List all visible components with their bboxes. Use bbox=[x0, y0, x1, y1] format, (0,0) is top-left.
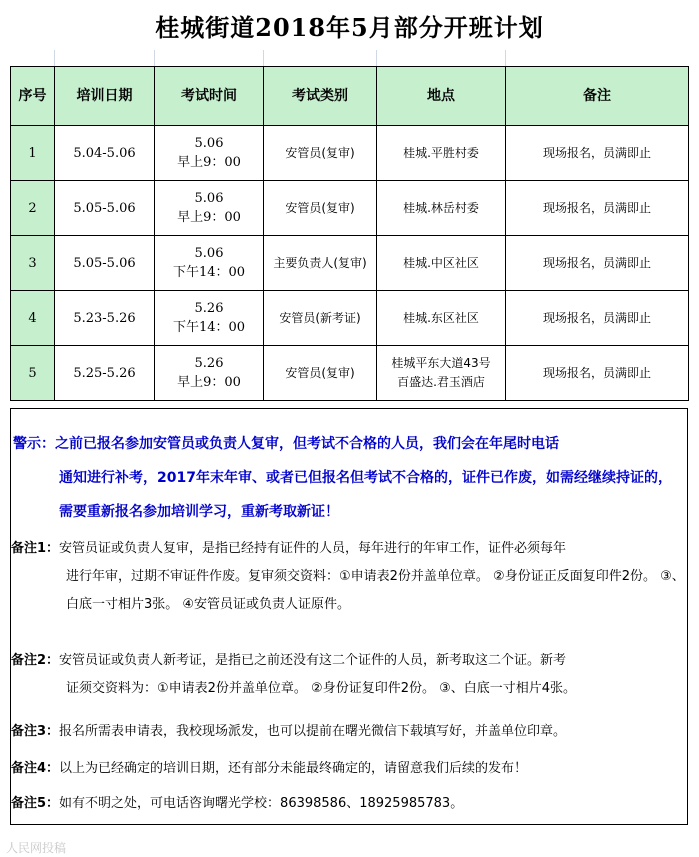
cell-location: 桂城.东区社区 bbox=[377, 291, 506, 346]
note-text: 安管员证或负责人新考证，是指已之前还没有这二个证件的人员，新考取这二个证。新考 bbox=[59, 653, 567, 668]
watermark: 人民网投稿 bbox=[6, 841, 67, 855]
note-text: 报名所需表申请表，我校现场派发，也可以提前在曙光微信下载填写好，并盖单位印章。 bbox=[59, 724, 567, 739]
note-continuation: 进行年审，过期不审证件作废。复审须交资料：①申请表2份并盖单位章。 ②身份证正反面复印件2份。 ③、白底一寸相片3张。 ④安管员证或负责人证原件。 bbox=[66, 569, 685, 612]
cell-date: 5.25-5.26 bbox=[55, 346, 155, 401]
note-text: 安管员证或负责人复审，是指已经持有证件的人员，每年进行的年审工作，证件必须每年 bbox=[59, 541, 567, 556]
cell-location: 桂城平东大道43号 百盛达.君玉酒店 bbox=[377, 346, 506, 401]
note-text: 以上为已经确定的培训日期，还有部分未能最终确定的，请留意我们后续的发布！ bbox=[59, 761, 528, 776]
note-1 bbox=[11, 535, 689, 619]
cell-no: 5 bbox=[11, 346, 55, 401]
cell-remark: 现场报名，员满即止 bbox=[506, 236, 689, 291]
cell-no: 3 bbox=[11, 236, 55, 291]
cell-no: 4 bbox=[11, 291, 55, 346]
note-5 bbox=[11, 790, 689, 818]
header-exam-category: 考试类别 bbox=[264, 67, 377, 126]
note-label: 备注2： bbox=[11, 653, 60, 668]
header-location: 地点 bbox=[377, 67, 506, 126]
cell-date: 5.23-5.26 bbox=[55, 291, 155, 346]
cell-category: 安管员(复审) bbox=[264, 181, 377, 236]
note-continuation: 证须交资料为：①申请表2份并盖单位章。 ②身份证复印件2份。 ③、白底一寸相片4张。 bbox=[66, 681, 577, 696]
warning-line-rest: 通知进行补考，2017年末年审、或者已但报名但考试不合格的，证件已作废，如需经继续持证的，需要重新报名参加培训学习，重新考取新证！ bbox=[59, 470, 672, 520]
cell-date: 5.05-5.06 bbox=[55, 181, 155, 236]
sheet-gridline bbox=[505, 50, 506, 66]
cell-location: 桂城.平胜村委 bbox=[377, 126, 506, 181]
note-label: 备注1： bbox=[11, 541, 60, 556]
note-label: 备注3： bbox=[11, 724, 60, 739]
cell-date: 5.05-5.06 bbox=[55, 236, 155, 291]
cell-category: 主要负责人(复审) bbox=[264, 236, 377, 291]
cell-no: 2 bbox=[11, 181, 55, 236]
notes-section bbox=[10, 408, 688, 825]
note-label: 备注5： bbox=[11, 796, 60, 811]
cell-remark: 现场报名，员满即止 bbox=[506, 126, 689, 181]
cell-location: 桂城.中区社区 bbox=[377, 236, 506, 291]
sheet-gridline bbox=[154, 50, 155, 66]
table-row bbox=[11, 346, 689, 401]
table-header-row bbox=[11, 67, 689, 126]
note-3 bbox=[11, 718, 689, 746]
note-4 bbox=[11, 755, 689, 783]
note-2 bbox=[11, 647, 689, 703]
table-row bbox=[11, 291, 689, 346]
cell-exam-time: 5.26 早上9：00 bbox=[155, 346, 264, 401]
cell-no: 1 bbox=[11, 126, 55, 181]
cell-exam-time: 5.06 早上9：00 bbox=[155, 126, 264, 181]
cell-exam-time: 5.06 早上9：00 bbox=[155, 181, 264, 236]
cell-location: 桂城.林岳村委 bbox=[377, 181, 506, 236]
cell-remark: 现场报名，员满即止 bbox=[506, 181, 689, 236]
cell-category: 安管员(复审) bbox=[264, 346, 377, 401]
table-row bbox=[11, 181, 689, 236]
sheet-gridline bbox=[263, 50, 264, 66]
header-training-date: 培训日期 bbox=[55, 67, 155, 126]
warning-text bbox=[11, 427, 689, 529]
schedule-table bbox=[10, 66, 689, 401]
cell-exam-time: 5.06 下午14：00 bbox=[155, 236, 264, 291]
warning-line-1: 警示：之前已报名参加安管员或负责人复审，但考试不合格的人员，我们会在年尾时电话 bbox=[13, 436, 559, 452]
header-remark: 备注 bbox=[506, 67, 689, 126]
cell-remark: 现场报名，员满即止 bbox=[506, 291, 689, 346]
page-title: 桂城街道2018年5月部分开班计划 bbox=[155, 12, 544, 42]
cell-remark: 现场报名，员满即止 bbox=[506, 346, 689, 401]
header-exam-time: 考试时间 bbox=[155, 67, 264, 126]
cell-date: 5.04-5.06 bbox=[55, 126, 155, 181]
table-row bbox=[11, 126, 689, 181]
sheet-gridline bbox=[376, 50, 377, 66]
header-no: 序号 bbox=[11, 67, 55, 126]
table-row bbox=[11, 236, 689, 291]
cell-category: 安管员(新考证) bbox=[264, 291, 377, 346]
cell-exam-time: 5.26 下午14：00 bbox=[155, 291, 264, 346]
sheet-gridline bbox=[54, 50, 55, 66]
note-text: 如有不明之处，可电话咨询曙光学校：86398586、18925985783。 bbox=[59, 796, 464, 811]
cell-category: 安管员(复审) bbox=[264, 126, 377, 181]
note-label: 备注4： bbox=[11, 761, 60, 776]
